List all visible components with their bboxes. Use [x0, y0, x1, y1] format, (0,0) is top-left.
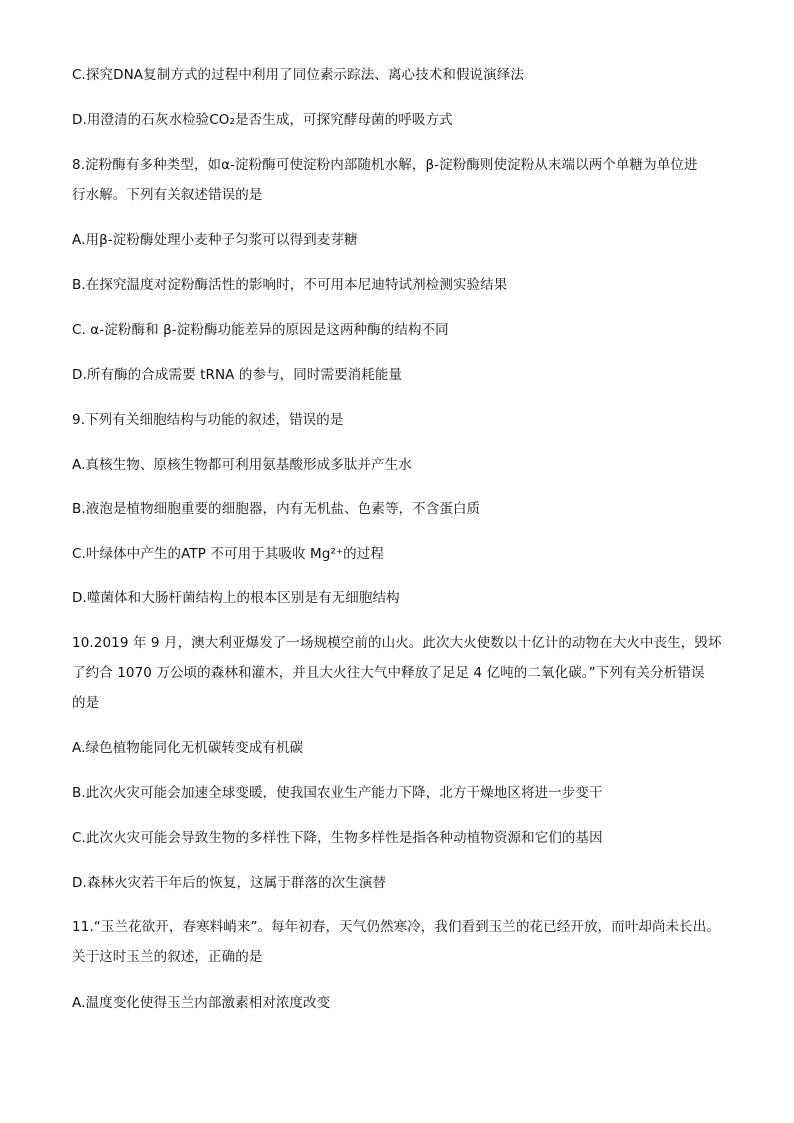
q10-option-b: B.此次火灾可能会加速全球变暖，使我国农业生产能力下降，北方干燥地区将进一步变干 — [72, 785, 603, 801]
q8-option-d: D.所有酶的合成需要 tRNA 的参与，同时需要消耗能量 — [72, 367, 403, 383]
q10-stem-line-1: 10.2019 年 9 月，澳大利亚爆发了一场规模空前的山火。此次大火使数以十亿计的动物在大火中丧生，毁坏 — [72, 635, 722, 651]
q8-option-b: B.在探究温度对淀粉酶活性的影响时，不可用本尼迪特试剂检测实验结果 — [72, 277, 508, 293]
q10-stem-line-3: 的是 — [72, 695, 100, 711]
q8-stem-line-1: 8.淀粉酶有多种类型，如α-淀粉酶可使淀粉内部随机水解，β-淀粉酶则使淀粉从末端以两个单糖为单位进 — [72, 157, 698, 173]
q9-option-c: C.叶绿体中产生的ATP 不可用于其吸收 Mg²⁺的过程 — [72, 546, 384, 562]
q7-option-c: C.探究DNA复制方式的过程中利用了同位素示踪法、离心技术和假说演绎法 — [72, 67, 524, 83]
q8-stem-line-2: 行水解。下列有关叙述错误的是 — [72, 187, 263, 203]
q10-option-c: C.此次火灾可能会导致生物的多样性下降，生物多样性是指各种动植物资源和它们的基因 — [72, 830, 603, 846]
q9-option-a: A.真核生物、原核生物都可利用氨基酸形成多肽并产生水 — [72, 457, 412, 473]
q11-option-a: A.温度变化使得玉兰内部激素相对浓度改变 — [72, 995, 331, 1011]
q9-option-b: B.液泡是植物细胞重要的细胞器，内有无机盐、色素等，不含蛋白质 — [72, 501, 481, 517]
q9-stem: 9.下列有关细胞结构与功能的叙述，错误的是 — [72, 412, 344, 428]
q11-stem-line-2: 关于这时玉兰的叙述，正确的是 — [72, 949, 263, 965]
q8-option-a: A.用β-淀粉酶处理小麦种子匀浆可以得到麦芽糖 — [72, 232, 358, 248]
q9-option-d: D.噬菌体和大肠杆菌结构上的根本区别是有无细胞结构 — [72, 590, 400, 606]
q7-option-d: D.用澄清的石灰水检验CO₂是否生成，可探究酵母菌的呼吸方式 — [72, 112, 453, 128]
q10-option-a: A.绿色植物能同化无机碳转变成有机碳 — [72, 740, 304, 756]
q8-option-c: C. α-淀粉酶和 β-淀粉酶功能差异的原因是这两种酶的结构不同 — [72, 322, 449, 338]
q10-option-d: D.森林火灾若干年后的恢复，这属于群落的次生演替 — [72, 875, 387, 891]
q10-stem-line-2: 了约合 1070 万公顷的森林和灌木，并且大火往大气中释放了足足 4 亿吨的二氧化碳。”下列有关分析错误 — [72, 665, 705, 681]
q11-stem-line-1: 11.“玉兰花欲开，春寒料峭来”。每年初春，天气仍然寒冷，我们看到玉兰的花已经开放，而叶却尚未长出。 — [72, 919, 720, 935]
